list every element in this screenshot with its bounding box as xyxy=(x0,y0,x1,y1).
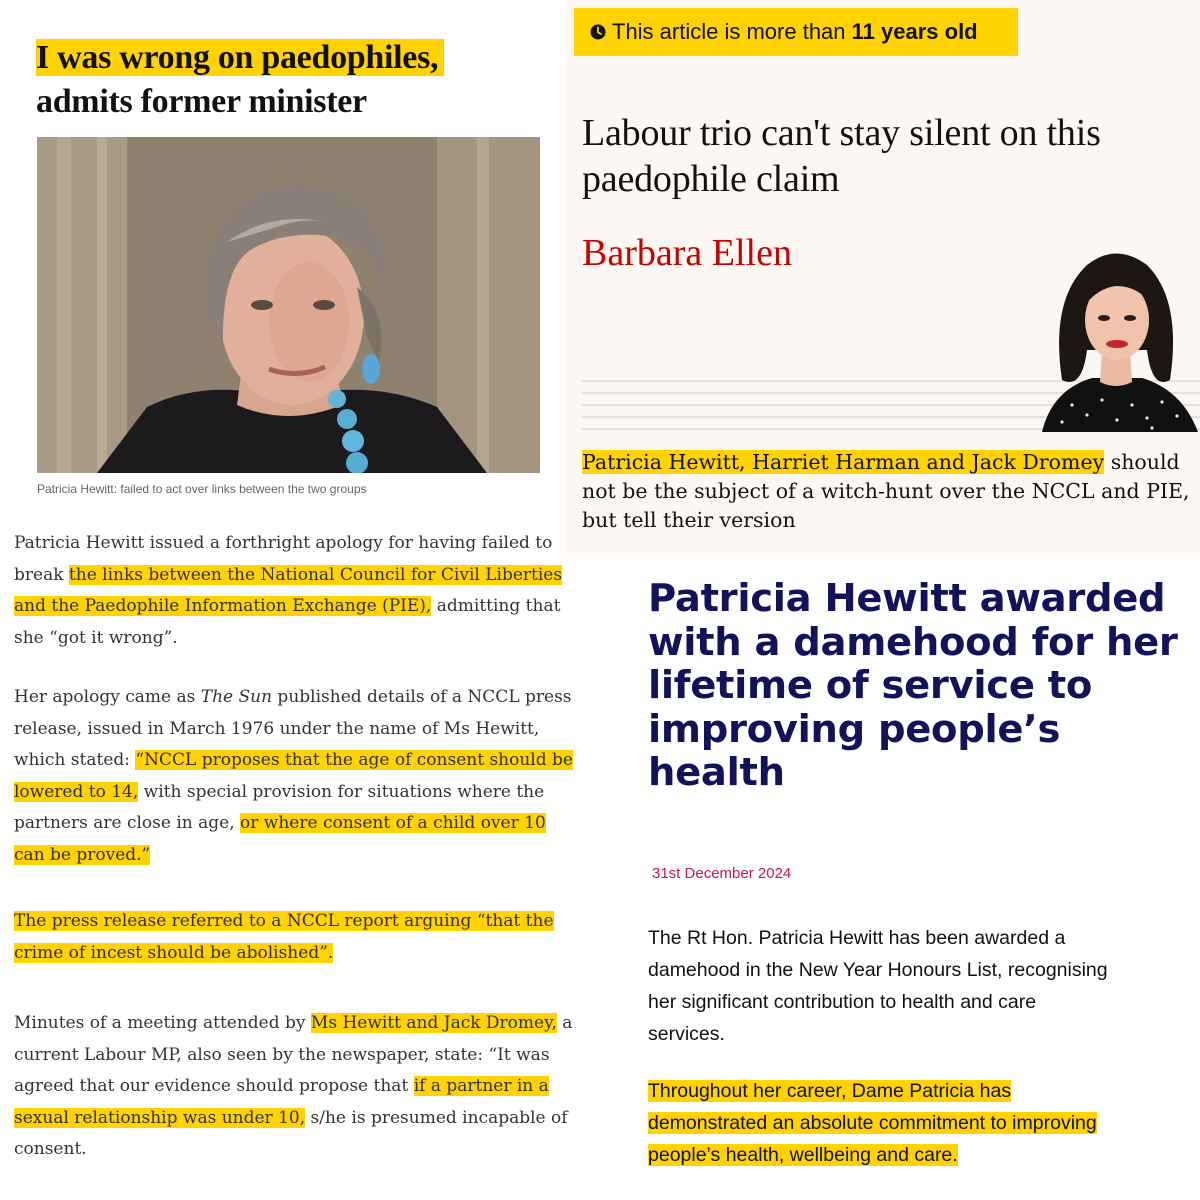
text-segment: s/he is presumed incapable of consent. xyxy=(14,1107,568,1159)
left-headline-line2: admits former minister xyxy=(36,83,367,120)
text-segment: admitting that she “got it wrong”. xyxy=(14,596,561,648)
damehood-paragraph xyxy=(648,922,1118,1050)
article-age-prefix: This article is more than xyxy=(612,19,852,44)
photo-caption: Patricia Hewitt: failed to act over links between the two groups xyxy=(37,482,367,496)
left-paragraph xyxy=(14,528,574,654)
guardian-standfirst xyxy=(582,448,1192,535)
highlighted-text: the links between the National Council for Civil Liberties and the Paedophile Information Exchange (PIE), xyxy=(14,564,563,616)
author-portrait xyxy=(1032,240,1200,432)
highlighted-text: Patricia Hewitt, Harriet Harman and Jack Dromey xyxy=(582,450,1105,474)
damehood-article xyxy=(580,555,1200,1200)
damehood-headline: Patricia Hewitt awarded with a damehood for her lifetime of service to improving people’s health xyxy=(648,576,1178,795)
publish-date: 31st December 2024 xyxy=(652,865,792,882)
highlighted-text: Throughout her career, Dame Patricia has demonstrated an absolute commitment to improving people’s health, wellbeing and care. xyxy=(648,1080,1097,1166)
text-segment: a current Labour MP, also seen by the newspaper, state: “It was agreed that our evidence should propose that xyxy=(14,1013,573,1096)
article-age-years: 11 years old xyxy=(851,19,978,44)
text-segment: The Sun xyxy=(200,687,273,707)
portrait-photo xyxy=(37,137,540,473)
article-age-badge xyxy=(574,8,1018,56)
text-segment: The Rt Hon. Patricia Hewitt has been awarded a damehood in the New Year Honours List, recognising her significant contribution to health and care services. xyxy=(648,927,1108,1045)
highlighted-text: “NCCL proposes that the age of consent should be lowered to 14, xyxy=(14,750,573,802)
left-paragraph xyxy=(14,682,574,871)
highlighted-text: if a partner in a sexual relationship was under 10, xyxy=(14,1076,549,1128)
left-headline xyxy=(36,36,556,124)
highlighted-text: Ms Hewitt and Jack Dromey, xyxy=(310,1013,557,1033)
byline-author[interactable]: Barbara Ellen xyxy=(582,232,792,274)
highlighted-text: or where consent of a child over 10 can be proved.” xyxy=(14,813,546,865)
clock-icon xyxy=(590,24,606,40)
left-paragraph xyxy=(14,1008,574,1166)
left-paragraph xyxy=(14,906,574,969)
text-segment: Patricia Hewitt issued a forthright apology for having failed to break xyxy=(14,533,553,585)
highlighted-text: The press release referred to a NCCL report arguing “that the crime of incest should be abolished”. xyxy=(14,911,554,963)
guardian-article xyxy=(566,0,1200,555)
article-age-text xyxy=(612,8,978,56)
left-headline-line1: I was wrong on paedophiles, xyxy=(36,39,444,76)
damehood-paragraph xyxy=(648,1075,1118,1171)
text-segment: Her apology came as xyxy=(14,687,201,707)
text-segment: published details of a NCCL press release, issued in March 1976 under the name of Ms Hewitt, which stated: xyxy=(14,687,572,770)
text-segment: with special provision for situations where the partners are close in age, xyxy=(14,781,545,833)
text-segment: Minutes of a meeting attended by xyxy=(14,1013,311,1033)
guardian-headline: Labour trio can't stay silent on this paedophile claim xyxy=(582,112,1101,200)
text-segment: should not be the subject of a witch-hunt over the NCCL and PIE, but tell their version xyxy=(582,450,1190,532)
left-article xyxy=(0,0,580,1200)
